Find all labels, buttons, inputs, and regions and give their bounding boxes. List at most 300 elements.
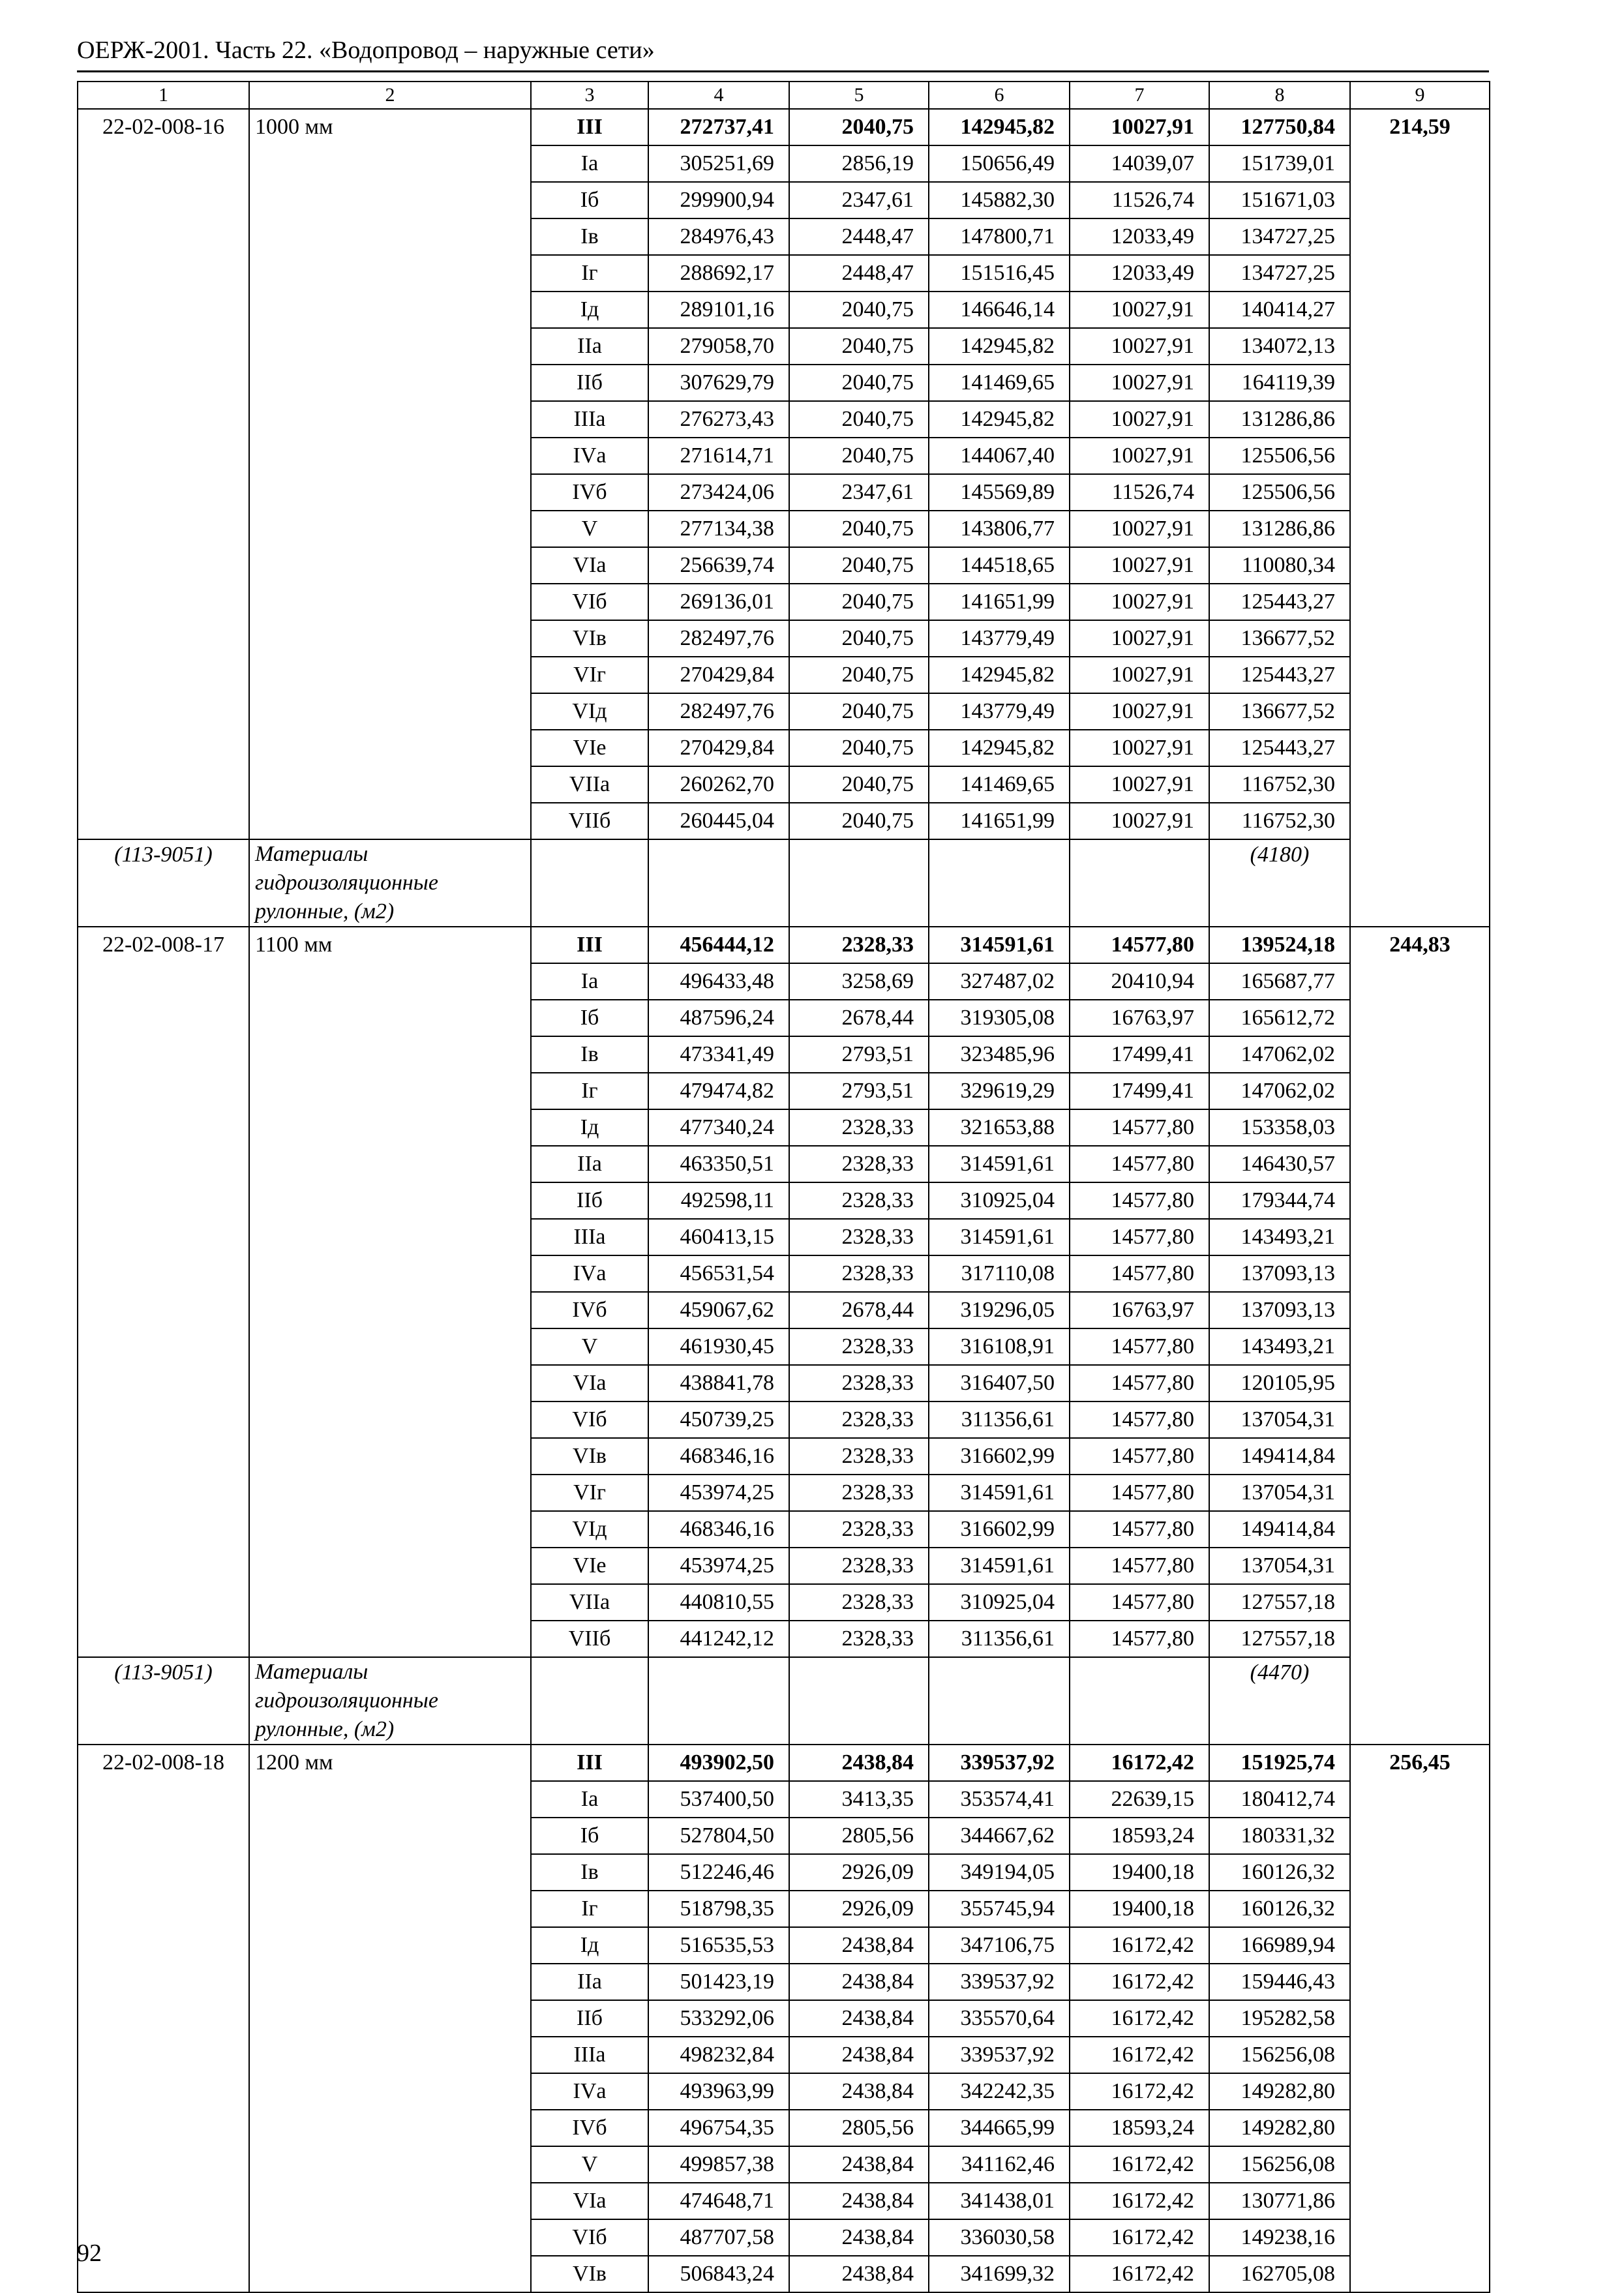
zone-cell: VIа	[531, 547, 648, 584]
value-cell-col7: 19400,18	[1070, 1854, 1209, 1891]
value-cell-col5: 2438,84	[789, 2037, 929, 2073]
value-cell-col6: 145569,89	[929, 474, 1070, 511]
value-cell-col8: 165687,77	[1209, 963, 1350, 1000]
column-number-cell: 6	[929, 82, 1070, 109]
material-qty-cell: (4180)	[1209, 839, 1350, 927]
zone-cell: IIб	[531, 2000, 648, 2037]
value-cell-col6: 311356,61	[929, 1621, 1070, 1657]
table-row	[78, 109, 1490, 145]
value-cell-col5: 2040,75	[789, 657, 929, 693]
value-cell-col8: 134072,13	[1209, 328, 1350, 365]
value-cell-col4: 276273,43	[648, 401, 789, 438]
value-cell-col6: 319305,08	[929, 1000, 1070, 1036]
value-cell-col7: 16763,97	[1070, 1000, 1209, 1036]
value-cell-col7: 14039,07	[1070, 145, 1209, 182]
value-cell-col6: 150656,49	[929, 145, 1070, 182]
value-cell-col7: 14577,80	[1070, 1548, 1209, 1584]
empty-cell	[929, 1657, 1070, 1745]
value-cell-col8: 156256,08	[1209, 2037, 1350, 2073]
value-cell-col8: 137054,31	[1209, 1401, 1350, 1438]
value-cell-col8: 131286,86	[1209, 401, 1350, 438]
zone-cell: Iд	[531, 1109, 648, 1146]
column-number-row	[78, 82, 1490, 109]
value-cell-col5: 2328,33	[789, 1219, 929, 1255]
value-cell-col5: 2805,56	[789, 2110, 929, 2146]
value-cell-col4: 518798,35	[648, 1891, 789, 1927]
value-cell-col4: 299900,94	[648, 182, 789, 218]
value-cell-col5: 2805,56	[789, 1818, 929, 1854]
value-cell-col5: 2040,75	[789, 730, 929, 766]
value-cell-col8: 195282,58	[1209, 2000, 1350, 2037]
value-cell-col7: 14577,80	[1070, 1146, 1209, 1182]
value-cell-col7: 14577,80	[1070, 1438, 1209, 1475]
value-cell-col4: 288692,17	[648, 255, 789, 292]
value-cell-col7: 16172,42	[1070, 1964, 1209, 2000]
value-cell-col8: 110080,34	[1209, 547, 1350, 584]
value-cell-col6: 141651,99	[929, 803, 1070, 839]
value-cell-col4: 270429,84	[648, 657, 789, 693]
value-cell-col6: 335570,64	[929, 2000, 1070, 2037]
value-cell-col5: 2347,61	[789, 474, 929, 511]
value-cell-col8: 130771,86	[1209, 2183, 1350, 2219]
value-cell-col6: 142945,82	[929, 109, 1070, 145]
value-cell-col4: 487596,24	[648, 1000, 789, 1036]
value-cell-col6: 316602,99	[929, 1438, 1070, 1475]
value-cell-col8: 127750,84	[1209, 109, 1350, 145]
labor-cost-value: 256,45	[1389, 1750, 1451, 1775]
value-cell-col8: 162705,08	[1209, 2256, 1350, 2292]
labor-cost-cell	[1350, 109, 1490, 927]
value-cell-col5: 2040,75	[789, 547, 929, 584]
value-cell-col6: 143779,49	[929, 693, 1070, 730]
value-cell-col7: 10027,91	[1070, 511, 1209, 547]
zone-cell: IIб	[531, 1182, 648, 1219]
value-cell-col5: 2438,84	[789, 2256, 929, 2292]
value-cell-col8: 136677,52	[1209, 620, 1350, 657]
value-cell-col4: 279058,70	[648, 328, 789, 365]
value-cell-col5: 2926,09	[789, 1854, 929, 1891]
value-cell-col4: 512246,46	[648, 1854, 789, 1891]
value-cell-col7: 10027,91	[1070, 620, 1209, 657]
value-cell-col8: 165612,72	[1209, 1000, 1350, 1036]
value-cell-col5: 2040,75	[789, 620, 929, 657]
value-cell-col7: 16763,97	[1070, 1292, 1209, 1328]
zone-cell: VIе	[531, 730, 648, 766]
value-cell-col8: 149238,16	[1209, 2219, 1350, 2256]
value-cell-col7: 14577,80	[1070, 1475, 1209, 1511]
value-cell-col4: 456531,54	[648, 1255, 789, 1292]
rate-code-cell: 22-02-008-18	[78, 1745, 249, 2292]
zone-cell: VIа	[531, 1365, 648, 1401]
value-cell-col6: 341699,32	[929, 2256, 1070, 2292]
value-cell-col4: 453974,25	[648, 1548, 789, 1584]
value-cell-col7: 10027,91	[1070, 803, 1209, 839]
value-cell-col8: 116752,30	[1209, 766, 1350, 803]
value-cell-col5: 2040,75	[789, 511, 929, 547]
value-cell-col7: 14577,80	[1070, 1365, 1209, 1401]
value-cell-col5: 2926,09	[789, 1891, 929, 1927]
value-cell-col8: 137093,13	[1209, 1292, 1350, 1328]
value-cell-col6: 341438,01	[929, 2183, 1070, 2219]
zone-cell: VIIа	[531, 1584, 648, 1621]
column-number-cell: 8	[1209, 82, 1350, 109]
value-cell-col4: 492598,11	[648, 1182, 789, 1219]
zone-cell: IVа	[531, 438, 648, 474]
value-cell-col7: 17499,41	[1070, 1073, 1209, 1109]
zone-cell: Iб	[531, 1000, 648, 1036]
price-table	[77, 81, 1490, 2293]
material-name-line: Материалы	[255, 1660, 368, 1684]
value-cell-col4: 456444,12	[648, 927, 789, 963]
value-cell-col6: 349194,05	[929, 1854, 1070, 1891]
value-cell-col8: 151925,74	[1209, 1745, 1350, 1781]
value-cell-col7: 14577,80	[1070, 1401, 1209, 1438]
page-header-title: ОЕРЖ-2001. Часть 22. «Водопровод – наружные сети»	[77, 37, 655, 64]
value-cell-col6: 355745,94	[929, 1891, 1070, 1927]
value-cell-col5: 2328,33	[789, 1109, 929, 1146]
zone-cell: Iв	[531, 1036, 648, 1073]
value-cell-col5: 2347,61	[789, 182, 929, 218]
value-cell-col5: 2328,33	[789, 1621, 929, 1657]
empty-cell	[929, 839, 1070, 927]
value-cell-col7: 14577,80	[1070, 1182, 1209, 1219]
value-cell-col6: 144067,40	[929, 438, 1070, 474]
material-code-cell: (113-9051)	[78, 1657, 249, 1745]
value-cell-col5: 2328,33	[789, 1328, 929, 1365]
column-number-cell: 4	[648, 82, 789, 109]
value-cell-col7: 16172,42	[1070, 2256, 1209, 2292]
value-cell-col4: 270429,84	[648, 730, 789, 766]
value-cell-col5: 2678,44	[789, 1000, 929, 1036]
value-cell-col6: 341162,46	[929, 2146, 1070, 2183]
value-cell-col6: 316407,50	[929, 1365, 1070, 1401]
zone-cell: VIе	[531, 1548, 648, 1584]
column-number-cell: 1	[78, 82, 249, 109]
value-cell-col5: 2040,75	[789, 693, 929, 730]
zone-cell: Iб	[531, 1818, 648, 1854]
zone-cell: V	[531, 1328, 648, 1365]
table-row	[78, 1745, 1490, 1781]
value-cell-col7: 11526,74	[1070, 474, 1209, 511]
value-cell-col6: 319296,05	[929, 1292, 1070, 1328]
column-number-cell: 3	[531, 82, 648, 109]
value-cell-col8: 125443,27	[1209, 730, 1350, 766]
value-cell-col8: 137093,13	[1209, 1255, 1350, 1292]
value-cell-col8: 147062,02	[1209, 1036, 1350, 1073]
value-cell-col6: 336030,58	[929, 2219, 1070, 2256]
material-row	[78, 1657, 1490, 1745]
zone-cell: Iд	[531, 1927, 648, 1964]
zone-cell: Iб	[531, 182, 648, 218]
material-name-line: рулонные, (м2)	[255, 1717, 395, 1741]
value-cell-col8: 164119,39	[1209, 365, 1350, 401]
value-cell-col6: 144518,65	[929, 547, 1070, 584]
value-cell-col4: 527804,50	[648, 1818, 789, 1854]
value-cell-col6: 314591,61	[929, 1146, 1070, 1182]
value-cell-col4: 468346,16	[648, 1511, 789, 1548]
value-cell-col5: 2328,33	[789, 1255, 929, 1292]
value-cell-col6: 353574,41	[929, 1781, 1070, 1818]
value-cell-col5: 2040,75	[789, 584, 929, 620]
value-cell-col4: 506843,24	[648, 2256, 789, 2292]
value-cell-col8: 147062,02	[1209, 1073, 1350, 1109]
value-cell-col5: 2328,33	[789, 1182, 929, 1219]
value-cell-col7: 16172,42	[1070, 2183, 1209, 2219]
value-cell-col7: 10027,91	[1070, 657, 1209, 693]
value-cell-col8: 149414,84	[1209, 1438, 1350, 1475]
value-cell-col4: 474648,71	[648, 2183, 789, 2219]
zone-cell: Iа	[531, 1781, 648, 1818]
value-cell-col8: 127557,18	[1209, 1584, 1350, 1621]
value-cell-col4: 282497,76	[648, 620, 789, 657]
value-cell-col8: 160126,32	[1209, 1891, 1350, 1927]
value-cell-col8: 149282,80	[1209, 2073, 1350, 2110]
value-cell-col6: 311356,61	[929, 1401, 1070, 1438]
value-cell-col5: 2040,75	[789, 766, 929, 803]
value-cell-col5: 2438,84	[789, 2183, 929, 2219]
value-cell-col6: 314591,61	[929, 1219, 1070, 1255]
value-cell-col6: 344667,62	[929, 1818, 1070, 1854]
value-cell-col5: 2328,33	[789, 1584, 929, 1621]
empty-cell	[1070, 839, 1209, 927]
zone-cell: VIд	[531, 693, 648, 730]
zone-cell: III	[531, 927, 648, 963]
value-cell-col5: 2448,47	[789, 255, 929, 292]
column-number-cell: 7	[1070, 82, 1209, 109]
zone-cell: VIв	[531, 1438, 648, 1475]
value-cell-col5: 2856,19	[789, 145, 929, 182]
value-cell-col5: 2040,75	[789, 365, 929, 401]
value-cell-col5: 2678,44	[789, 1292, 929, 1328]
zone-cell: IIIа	[531, 1219, 648, 1255]
value-cell-col8: 180331,32	[1209, 1818, 1350, 1854]
zone-cell: V	[531, 2146, 648, 2183]
zone-cell: IIIа	[531, 2037, 648, 2073]
value-cell-col8: 143493,21	[1209, 1219, 1350, 1255]
value-cell-col7: 17499,41	[1070, 1036, 1209, 1073]
zone-cell: Iв	[531, 218, 648, 255]
value-cell-col8: 149414,84	[1209, 1511, 1350, 1548]
value-cell-col7: 11526,74	[1070, 182, 1209, 218]
empty-cell	[1070, 1657, 1209, 1745]
value-cell-col6: 327487,02	[929, 963, 1070, 1000]
value-cell-col4: 260262,70	[648, 766, 789, 803]
value-cell-col5: 2328,33	[789, 927, 929, 963]
value-cell-col4: 273424,06	[648, 474, 789, 511]
value-cell-col8: 125443,27	[1209, 584, 1350, 620]
labor-cost-cell	[1350, 1745, 1490, 2292]
value-cell-col4: 493963,99	[648, 2073, 789, 2110]
value-cell-col5: 3258,69	[789, 963, 929, 1000]
zone-cell: IIб	[531, 365, 648, 401]
value-cell-col5: 2040,75	[789, 438, 929, 474]
value-cell-col8: 125443,27	[1209, 657, 1350, 693]
value-cell-col5: 2040,75	[789, 803, 929, 839]
value-cell-col6: 310925,04	[929, 1584, 1070, 1621]
value-cell-col5: 2328,33	[789, 1401, 929, 1438]
value-cell-col7: 14577,80	[1070, 1621, 1209, 1657]
table-row	[78, 927, 1490, 963]
value-cell-col6: 339537,92	[929, 1964, 1070, 2000]
value-cell-col7: 10027,91	[1070, 766, 1209, 803]
zone-cell: Iв	[531, 1854, 648, 1891]
rate-code-cell: 22-02-008-17	[78, 927, 249, 1657]
value-cell-col7: 10027,91	[1070, 584, 1209, 620]
value-cell-col5: 2793,51	[789, 1036, 929, 1073]
value-cell-col7: 16172,42	[1070, 2073, 1209, 2110]
material-name-line: гидроизоляционные	[255, 871, 438, 895]
value-cell-col7: 14577,80	[1070, 1255, 1209, 1292]
value-cell-col6: 317110,08	[929, 1255, 1070, 1292]
value-cell-col8: 134727,25	[1209, 255, 1350, 292]
empty-cell	[789, 839, 929, 927]
value-cell-col5: 2040,75	[789, 328, 929, 365]
value-cell-col5: 2040,75	[789, 109, 929, 145]
value-cell-col5: 2793,51	[789, 1073, 929, 1109]
value-cell-col6: 142945,82	[929, 328, 1070, 365]
zone-cell: VIг	[531, 657, 648, 693]
value-cell-col7: 10027,91	[1070, 109, 1209, 145]
value-cell-col7: 19400,18	[1070, 1891, 1209, 1927]
value-cell-col5: 2328,33	[789, 1548, 929, 1584]
value-cell-col8: 116752,30	[1209, 803, 1350, 839]
value-cell-col4: 272737,41	[648, 109, 789, 145]
value-cell-col7: 16172,42	[1070, 1927, 1209, 1964]
value-cell-col5: 2438,84	[789, 2000, 929, 2037]
value-cell-col4: 498232,84	[648, 2037, 789, 2073]
zone-cell: Iд	[531, 292, 648, 328]
value-cell-col8: 151739,01	[1209, 145, 1350, 182]
value-cell-col6: 314591,61	[929, 1548, 1070, 1584]
value-cell-col4: 499857,38	[648, 2146, 789, 2183]
column-number-cell: 9	[1350, 82, 1490, 109]
page-number: 92	[77, 2240, 102, 2267]
labor-cost-cell	[1350, 927, 1490, 1745]
value-cell-col4: 271614,71	[648, 438, 789, 474]
value-cell-col4: 289101,16	[648, 292, 789, 328]
value-cell-col8: 137054,31	[1209, 1475, 1350, 1511]
zone-cell: IVа	[531, 1255, 648, 1292]
value-cell-col6: 142945,82	[929, 730, 1070, 766]
value-cell-col5: 2328,33	[789, 1475, 929, 1511]
zone-cell: VIг	[531, 1475, 648, 1511]
zone-cell: IVб	[531, 1292, 648, 1328]
value-cell-col5: 2438,84	[789, 2146, 929, 2183]
value-cell-col4: 501423,19	[648, 1964, 789, 2000]
material-name-line: Материалы	[255, 842, 368, 866]
value-cell-col8: 179344,74	[1209, 1182, 1350, 1219]
value-cell-col6: 314591,61	[929, 1475, 1070, 1511]
empty-cell	[531, 839, 648, 927]
value-cell-col8: 159446,43	[1209, 1964, 1350, 2000]
zone-cell: Iг	[531, 1073, 648, 1109]
value-cell-col4: 463350,51	[648, 1146, 789, 1182]
value-cell-col7: 14577,80	[1070, 1511, 1209, 1548]
value-cell-col4: 468346,16	[648, 1438, 789, 1475]
material-name-line: рулонные, (м2)	[255, 899, 395, 923]
value-cell-col6: 145882,30	[929, 182, 1070, 218]
value-cell-col7: 16172,42	[1070, 2037, 1209, 2073]
value-cell-col7: 10027,91	[1070, 438, 1209, 474]
rate-code-cell: 22-02-008-16	[78, 109, 249, 839]
value-cell-col7: 16172,42	[1070, 2000, 1209, 2037]
value-cell-col8: 180412,74	[1209, 1781, 1350, 1818]
value-cell-col5: 2328,33	[789, 1146, 929, 1182]
material-row	[78, 839, 1490, 927]
value-cell-col8: 137054,31	[1209, 1548, 1350, 1584]
column-number-cell: 2	[249, 82, 531, 109]
value-cell-col5: 2448,47	[789, 218, 929, 255]
value-cell-col7: 18593,24	[1070, 2110, 1209, 2146]
value-cell-col4: 282497,76	[648, 693, 789, 730]
value-cell-col6: 310925,04	[929, 1182, 1070, 1219]
value-cell-col4: 438841,78	[648, 1365, 789, 1401]
value-cell-col6: 329619,29	[929, 1073, 1070, 1109]
value-cell-col4: 256639,74	[648, 547, 789, 584]
value-cell-col8: 134727,25	[1209, 218, 1350, 255]
labor-cost-value: 244,83	[1389, 933, 1451, 957]
value-cell-col8: 146430,57	[1209, 1146, 1350, 1182]
value-cell-col6: 314591,61	[929, 927, 1070, 963]
value-cell-col7: 12033,49	[1070, 255, 1209, 292]
value-cell-col4: 284976,43	[648, 218, 789, 255]
value-cell-col4: 459067,62	[648, 1292, 789, 1328]
value-cell-col7: 14577,80	[1070, 927, 1209, 963]
value-cell-col7: 16172,42	[1070, 2219, 1209, 2256]
value-cell-col7: 16172,42	[1070, 1745, 1209, 1781]
zone-cell: IIа	[531, 1964, 648, 2000]
material-name-cell	[249, 1657, 531, 1745]
value-cell-col8: 125506,56	[1209, 474, 1350, 511]
value-cell-col6: 151516,45	[929, 255, 1070, 292]
zone-cell: VIв	[531, 2256, 648, 2292]
zone-cell: VIIб	[531, 1621, 648, 1657]
empty-cell	[648, 839, 789, 927]
value-cell-col6: 141469,65	[929, 365, 1070, 401]
material-name-cell	[249, 839, 531, 927]
value-cell-col5: 3413,35	[789, 1781, 929, 1818]
value-cell-col8: 136677,52	[1209, 693, 1350, 730]
header-rule	[77, 70, 1489, 72]
zone-cell: VIIа	[531, 766, 648, 803]
value-cell-col4: 460413,15	[648, 1219, 789, 1255]
value-cell-col5: 2328,33	[789, 1511, 929, 1548]
value-cell-col8: 160126,32	[1209, 1854, 1350, 1891]
zone-cell: VIв	[531, 620, 648, 657]
value-cell-col7: 20410,94	[1070, 963, 1209, 1000]
value-cell-col7: 18593,24	[1070, 1818, 1209, 1854]
value-cell-col6: 347106,75	[929, 1927, 1070, 1964]
value-cell-col7: 10027,91	[1070, 401, 1209, 438]
value-cell-col4: 473341,49	[648, 1036, 789, 1073]
value-cell-col8: 125506,56	[1209, 438, 1350, 474]
value-cell-col6: 342242,35	[929, 2073, 1070, 2110]
value-cell-col8: 127557,18	[1209, 1621, 1350, 1657]
zone-cell: Iа	[531, 145, 648, 182]
value-cell-col5: 2328,33	[789, 1365, 929, 1401]
value-cell-col4: 277134,38	[648, 511, 789, 547]
material-name-line: гидроизоляционные	[255, 1688, 438, 1713]
zone-cell: III	[531, 1745, 648, 1781]
value-cell-col6: 143806,77	[929, 511, 1070, 547]
value-cell-col5: 2040,75	[789, 401, 929, 438]
zone-cell: Iг	[531, 255, 648, 292]
diameter-cell: 1200 мм	[249, 1745, 531, 2292]
value-cell-col4: 450739,25	[648, 1401, 789, 1438]
value-cell-col7: 10027,91	[1070, 365, 1209, 401]
value-cell-col7: 10027,91	[1070, 693, 1209, 730]
zone-cell: VIб	[531, 1401, 648, 1438]
